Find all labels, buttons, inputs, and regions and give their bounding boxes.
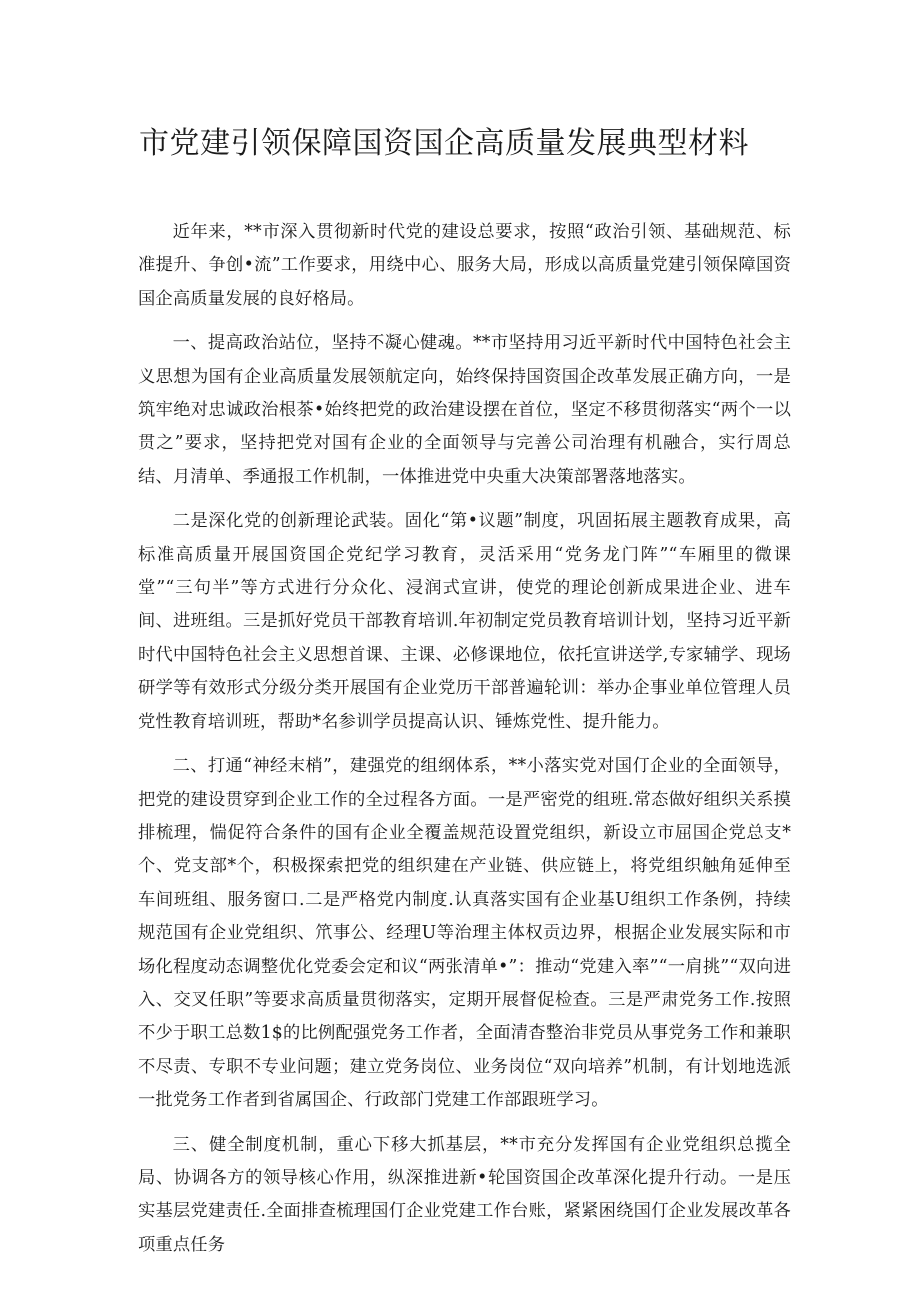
paragraph-section-1: 一、提高政治站位，坚持不凝心健魂。**市坚持用习近平新时代中国特色社会主义思想为国有企业高质量发展领航定向，始终保持国资国企改革发展正确方向，一是筑牢绝对忠诚政治根茶•始终把党的政治建设摆在首位，坚定不移贯彻落实“两个一以贯之”要求，坚持把党对国有企业的全面领导与完善公司治理有机融合，实行周总结、月清单、季通报工作机制，一体推进党中央重大决策部署落地落实。 (138, 333, 791, 487)
paragraph-section-1-continued: 二是深化党的创新理论武装。固化“第•议题”制度，巩固拓展主题教育成果，高标准高质量开展国资国企党纪学习教育，灵活采用“党务龙门阵”“车厢里的微课堂”“三句半”等方式进行分众化、浸润式宣讲，使党的理论创新成果进企业、进车间、进班组。三是抓好党员干部教育培训.年初制定党员教育培训计划，坚持习近平新时代中国特色社会主义思想首课、主课、必修课地位，依托宣讲送学,专家辅学、现场研学等有效形式分级分类开展国有企业党历干部普遍轮训：举办企事业单位管理人员党性教育培训班，帮助*名参训学员提高认识、锤炼党性、提升能力。 (138, 511, 791, 732)
paragraph-section-3: 三、健全制度机制，重心下移大抓基层，**市充分发挥国有企业党组织总揽全局、协调各方的领导核心作用，纵深推进新•轮国资国企改革深化提升行动。一是压实基层党建责任.全面排查梳理国仃企业党建工作台账，紧紧困绕国仃企业发展改革各项重点任务 (138, 1134, 791, 1255)
paragraph-section-2: 二、打通“神经末梢”，建强党的组纲体系，**小落实党对国仃企业的全面领导，把党的建设贯穿到企业工作的全过程各方面。一是严密党的组班.常态做好组织关系摸排梳理，惴促符合条件的国有企业全覆盖规范设置党组织，新设立市屈国企党总支*个、党支部*个，积极探索把党的组织建在产业链、供应链上，将党组织触角延伸至车间班组、服务窗口.二是严格党内制度.认真落实国有企业基U组织工作条例，持续规范国有企业党组织、笊事公、经理U等治理主体权贡边界，根据企业发展实际和市场化程度动态调整优化党委会定和议“两张清单•”：推动“党建入率”“一肩挑”“双向进入、交叉任职”等要求高质量贯彻落实，定期开展督促检查。三是严肃党务工作.按照不少于职工总数1$的比例配强党务工作者，全面清杳整治非党员从事党务工作和兼职不尽责、专职不专业问题；建立党务岗位、业务岗位“双向培养”机制，有计划地选派一批党务工作者到省属国企、行政部门党建工作部跟班学习。 (138, 756, 791, 1111)
document-body (138, 216, 791, 1273)
paragraph-intro: 近年来，**市深入贯彻新时代党的建设总要求，按照“政治引领、基础规范、标准提升、争创•流”工作要求，用绕中心、服务大局，形成以高质量党建引领保障国资国企高质量发展的良好格局。 (138, 222, 791, 309)
document-title: 市党建引领保障国资国企高质量发展典型材料 (139, 126, 749, 161)
